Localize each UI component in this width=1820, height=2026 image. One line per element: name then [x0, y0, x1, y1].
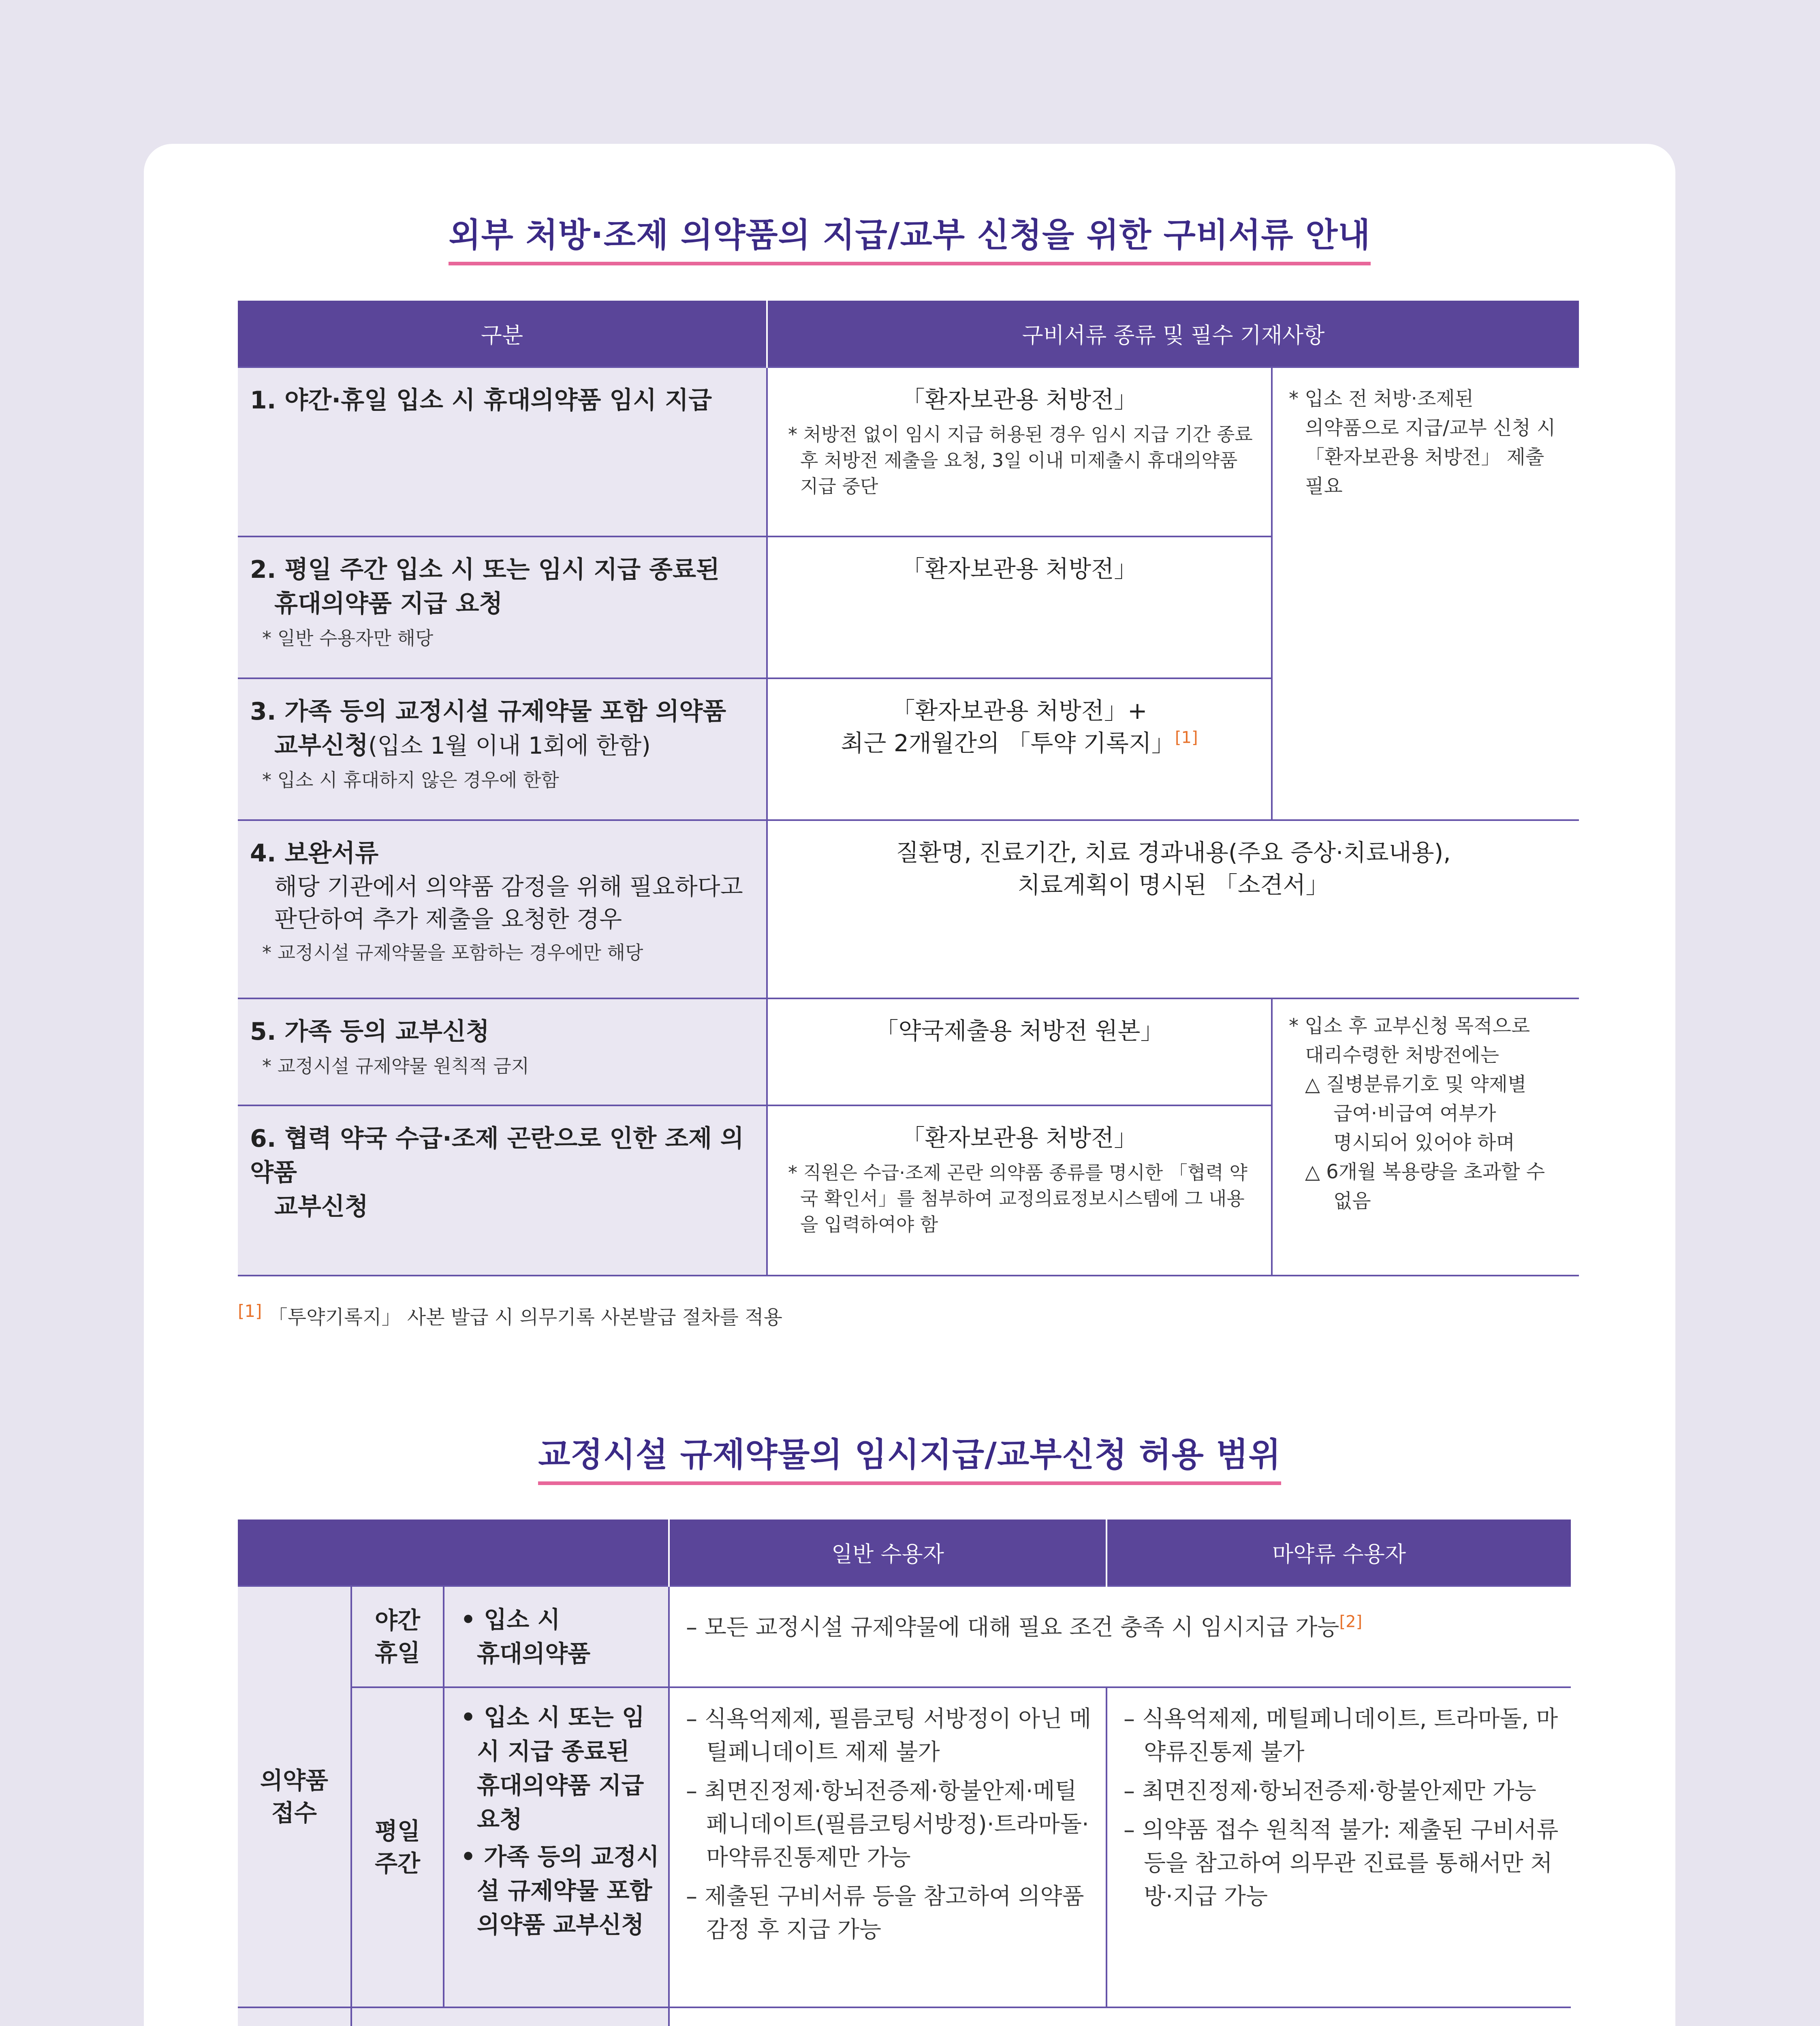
table-header-row — [238, 1520, 1571, 1586]
side-note-proxy-prescription: * 입소 후 교부신청 목적으로 대리수령한 처방전에는 △ 질병분류기호 및 약제별 급여·비급여 여부가 명시되어 있어야 하며 △ 6개월 복용량을 초과할 수 없음 — [1272, 998, 1579, 1276]
row5-category: 5. 가족 등의 교부신청 * 교정시설 규제약물 원칙적 금지 — [238, 998, 767, 1105]
section-title-scope: 교정시설 규제약물의 임시지급/교부신청 허용 범위 — [144, 1428, 1675, 1485]
table-header-row — [238, 301, 1579, 367]
header-narcotic-inmates: 마약류 수용자 — [1107, 1520, 1571, 1586]
table-row — [238, 820, 1579, 998]
row4-documents: 질환명, 진료기간, 치료 경과내용(주요 증상·치료내용), 치료계획이 명시된 「소견서」 — [767, 820, 1579, 998]
narcotic-inmates-cell: – 식욕억제제, 메틸페니데이트, 트라마돌, 마약류진통제 불가 – 최면진정제·항뇌전증제·항불안제만 가능 – 의약품 접수 원칙적 불가: 제출된 구비서류 등을 참고하여 의무관 진료를 통해서만 처방·지급 가능 — [1107, 1687, 1571, 2007]
row2-documents: 「환자보관용 처방전」 — [767, 536, 1272, 678]
row6-category: 6. 협력 약국 수급·조제 곤란으로 인한 조제 의약품 교부신청 — [238, 1105, 767, 1276]
content-card — [144, 144, 1675, 2026]
table-row — [238, 2007, 1571, 2026]
header-documents: 구비서류 종류 및 필수 기재사항 — [767, 301, 1579, 367]
row2-category: 2. 평일 주간 입소 시 또는 임시 지급 종료된 휴대의약품 지급 요청 * 일반 수용자만 해당 — [238, 536, 767, 678]
table-row — [238, 1687, 1571, 2007]
row5-documents: 「약국제출용 처방전 원본」 — [767, 998, 1272, 1105]
table-row — [238, 998, 1579, 1105]
header-general-inmates: 일반 수용자 — [669, 1520, 1107, 1586]
footnote-1: [1] 「투약기록지」 사본 발급 시 의무기록 사본발급 절차를 적용 — [238, 1301, 783, 1329]
prescription-item — [351, 2007, 669, 2026]
header-empty — [238, 1520, 669, 1586]
section-title-documents: 외부 처방·조제 의약품의 지급/교부 신청을 위한 구비서류 안내 — [144, 209, 1675, 265]
side-note-pre-admission: * 입소 전 처방·조제된 의약품으로 지급/교부 신청 시 「환자보관용 처방전」 제출 필요 — [1272, 367, 1579, 820]
label-prescription-receipt — [238, 2007, 351, 2026]
label-weekday: 평일 주간 — [351, 1687, 444, 2007]
row1-documents: 「환자보관용 처방전」 * 처방전 없이 임시 지급 허용된 경우 임시 지급 기간 종료 후 처방전 제출을 요청, 3일 이내 미제출시 휴대의약품 지급 중단 — [767, 367, 1272, 536]
prescription-text — [669, 2007, 1571, 2026]
weekday-items: • 입소 시 또는 임시 지급 종료된 휴대의약품 지급 요청 • 가족 등의 교정시설 규제약물 포함 의약품 교부신청 — [444, 1687, 669, 2007]
label-medicine-receipt: 의약품 접수 — [238, 1586, 351, 2007]
row3-documents: 「환자보관용 처방전」+ 최근 2개월간의 「투약 기록지」[1] — [767, 678, 1272, 820]
row3-category: 3. 가족 등의 교정시설 규제약물 포함 의약품 교부신청(입소 1월 이내 1회에 한함) * 입소 시 휴대하지 않은 경우에 한함 — [238, 678, 767, 820]
table-row — [238, 367, 1579, 536]
general-inmates-cell: – 식욕억제제, 필름코팅 서방정이 아닌 메틸페니데이트 제제 불가 – 최면진정제·항뇌전증제·항불안제·메틸페니데이트(필름코팅서방정)·트라마돌·마약류진통제만 가능 – 제출된 구비서류 등을 참고하여 의약품 감정 후 지급 가능 — [669, 1687, 1107, 2007]
label-night-holiday: 야간 휴일 — [351, 1586, 444, 1687]
scope-table — [238, 1520, 1571, 2026]
night-text: – 모든 교정시설 규제약물에 대해 필요 조건 충족 시 임시지급 가능[2] — [669, 1586, 1571, 1687]
header-category: 구분 — [238, 301, 767, 367]
row6-documents: 「환자보관용 처방전」 * 직원은 수급·조제 곤란 의약품 종류를 명시한 「협력 약국 확인서」를 첨부하여 교정의료정보시스템에 그 내용을 입력하여야 함 — [767, 1105, 1272, 1276]
row1-category: 1. 야간·휴일 입소 시 휴대의약품 임시 지급 — [238, 367, 767, 536]
footnote-ref-1: [1] — [1175, 728, 1198, 747]
table-row — [238, 1586, 1571, 1687]
row4-category: 4. 보완서류 해당 기관에서 의약품 감정을 위해 필요하다고 판단하여 추가 제출을 요청한 경우 * 교정시설 규제약물을 포함하는 경우에만 해당 — [238, 820, 767, 998]
documents-table — [238, 301, 1579, 1276]
footnote-ref-2: [2] — [1339, 1612, 1363, 1631]
night-item: • 입소 시 휴대의약품 — [444, 1586, 669, 1687]
